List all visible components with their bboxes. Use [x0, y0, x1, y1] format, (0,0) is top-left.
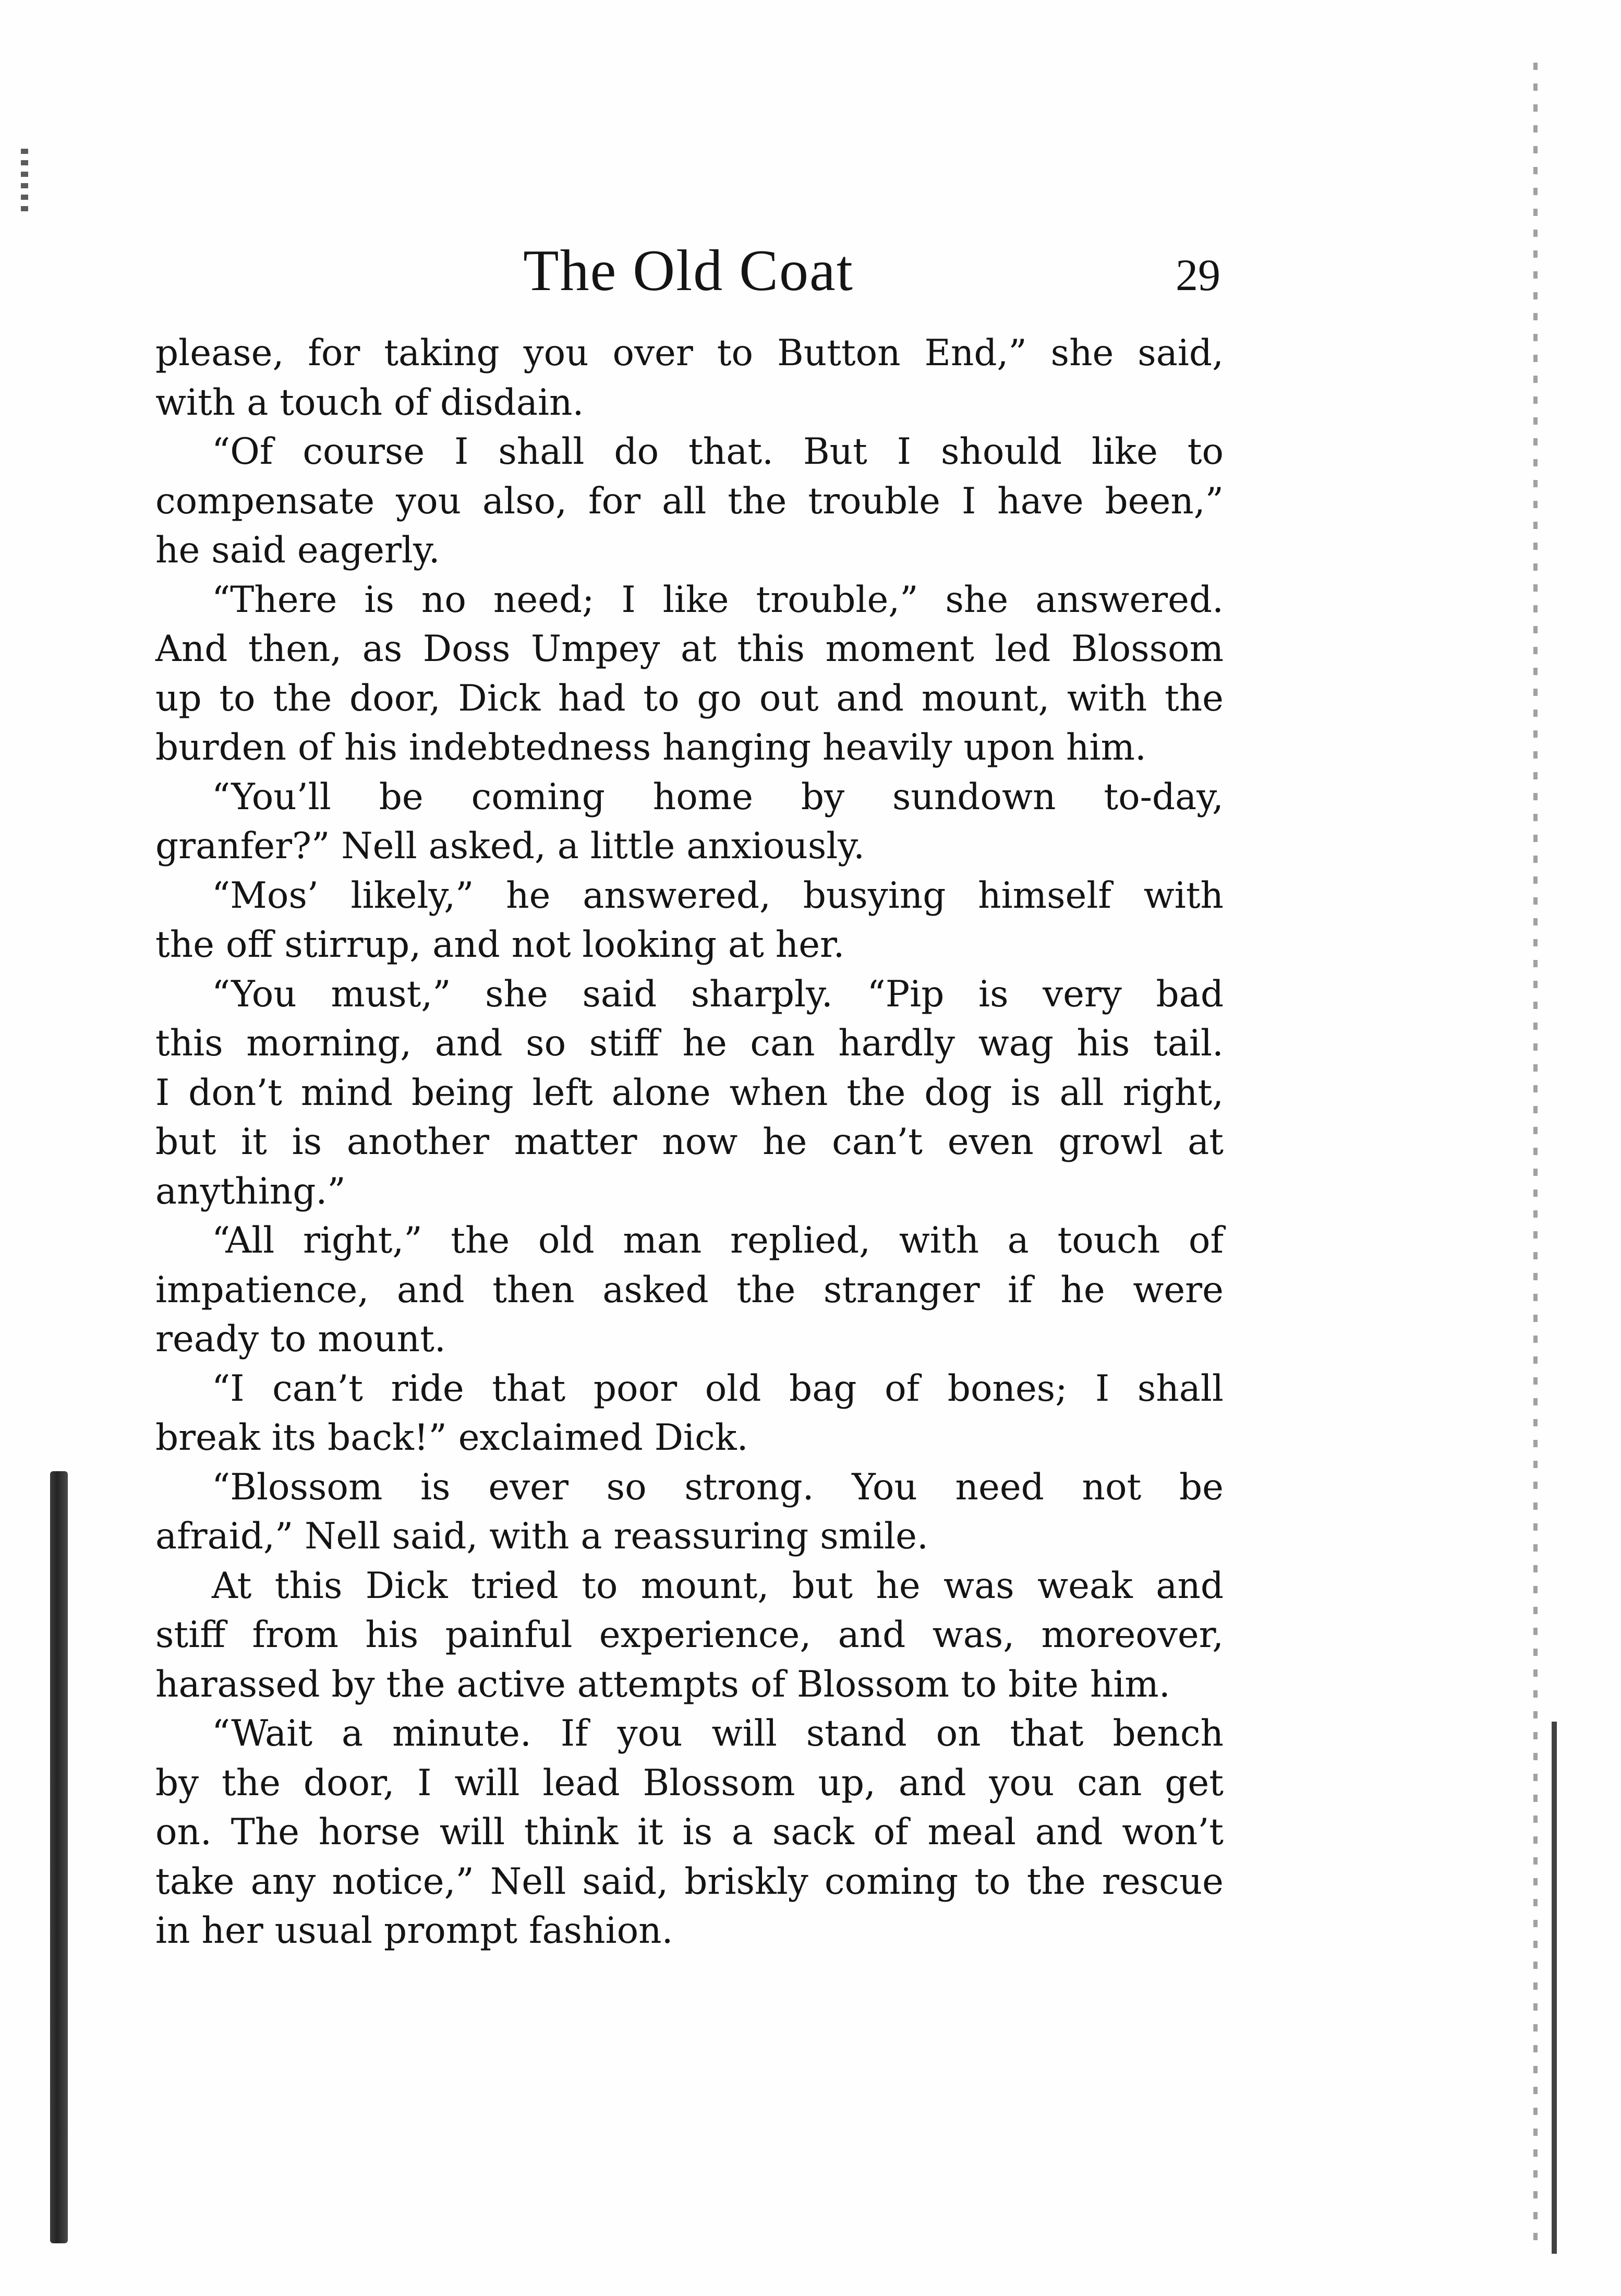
text-line: “All right,” the old man replied, with a touch of: [212, 1220, 1224, 1261]
text-line: impatience, and then asked the stranger if he were: [155, 1269, 1224, 1311]
text-line: the off stirrup, and not looking at her.: [155, 924, 845, 966]
text-line: “Mos’ likely,” he answered, busying himself with: [212, 874, 1224, 917]
running-title: The Old Coat: [523, 238, 854, 303]
text-line: anything.”: [155, 1170, 346, 1212]
text-line: “Wait a minute. If you will stand on that bench: [212, 1713, 1224, 1754]
text-line: by the door, I will lead Blossom up, and you can get: [155, 1762, 1224, 1804]
text-line: up to the door, Dick had to go out and mount, with the: [155, 677, 1224, 719]
text-line: “You must,” she said sharply. “Pip is very bad: [212, 973, 1224, 1015]
text-line: “I can’t ride that poor old bag of bones; I shall: [212, 1367, 1224, 1410]
text-line: And then, as Doss Umpey at this moment led Blossom: [155, 628, 1224, 670]
text-line: burden of his indebtedness hanging heavily upon him.: [155, 727, 1146, 768]
text-line: ready to mount.: [155, 1318, 446, 1360]
text-line: in her usual prompt fashion.: [155, 1910, 673, 1952]
page-edge-shadow: [1552, 1722, 1557, 2254]
text-line: At this Dick tried to mount, but he was weak and: [212, 1565, 1224, 1607]
text-line: with a touch of disdain.: [155, 381, 584, 424]
page-edge: [1533, 63, 1538, 2254]
text-line: harassed by the active attempts of Blossom to bite him.: [155, 1663, 1170, 1705]
text-line: “Of course I shall do that. But I should like to: [212, 431, 1224, 473]
page-number: 29: [1176, 250, 1220, 300]
text-line: please, for taking you over to Button End,” she said,: [155, 332, 1224, 374]
text-line: on. The horse will think it is a sack of meal and won’t: [155, 1811, 1224, 1853]
text-line: compensate you also, for all the trouble I have been,”: [155, 480, 1224, 522]
text-line: stiff from his painful experience, and was, moreover,: [155, 1614, 1224, 1656]
text-line: “Blossom is ever so strong. You need not be: [212, 1466, 1224, 1508]
text-line: I don’t mind being left alone when the dog is all right,: [155, 1072, 1224, 1114]
text-line: take any notice,” Nell said, briskly coming to the rescue: [155, 1860, 1224, 1903]
scan-artifact: [21, 149, 28, 211]
text-line: he said eagerly.: [155, 530, 440, 571]
text-line: break its back!” exclaimed Dick.: [155, 1417, 748, 1459]
text-line: granfer?” Nell asked, a little anxiously.: [155, 825, 865, 867]
text-line: “There is no need; I like trouble,” she answered.: [212, 579, 1224, 621]
text-line: but it is another matter now he can’t even growl at: [155, 1121, 1224, 1163]
binding-edge: [50, 1471, 68, 2243]
text-line: this morning, and so stiff he can hardly wag his tail.: [155, 1023, 1224, 1064]
page-header: [156, 237, 1220, 316]
text-line: “You’ll be coming home by sundown to-day,: [212, 776, 1224, 818]
body-text: [155, 329, 1224, 1956]
text-line: afraid,” Nell said, with a reassuring smile.: [155, 1516, 928, 1557]
